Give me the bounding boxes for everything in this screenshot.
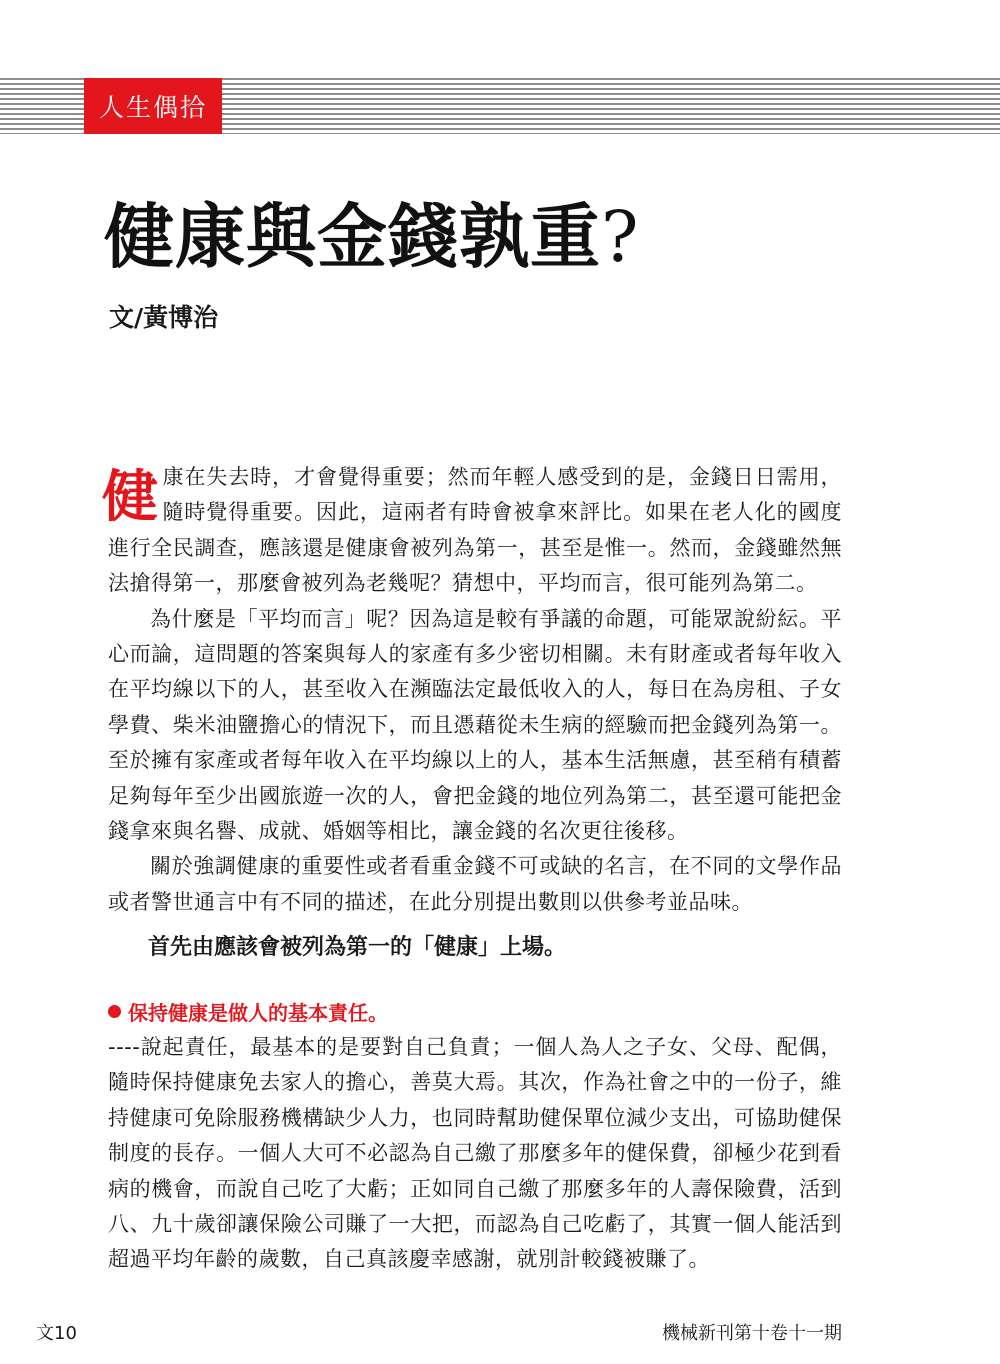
publication-name: 機械新刊第十卷十一期 — [662, 1323, 842, 1344]
dropcap: 健 — [102, 464, 159, 530]
paragraph-3: 關於強調健康的重要性或者看重金錢不可或缺的名言，在不同的文學作品或者警世通言中有不同的描述，在此分別提出數則以供參考並品味。 — [108, 854, 842, 914]
paragraph-1 — [102, 460, 842, 602]
quote-block — [108, 996, 842, 1278]
quote-heading-text: 保持健康是做人的基本責任。 — [128, 1000, 388, 1025]
section-subheading: 首先由應該會被列為第一的「健康」上場。 — [148, 935, 567, 960]
paragraph-1-text: 康在失去時，才會覺得重要；然而年輕人感受到的是，金錢日日需用，隨時覺得重要。因此，這兩者有時會被拿來評比。如果在老人化的國度進行全民調查，應該還是健康會被列為第一，甚至是惟一。然而，金錢雖然無法搶得第一，那麼會被列為老幾呢？猜想中，平均而言，很可能列為第二。 — [108, 465, 842, 596]
article-body — [102, 460, 842, 920]
bullet-icon — [108, 1005, 121, 1018]
quote-heading — [108, 996, 842, 1026]
section-tag — [84, 78, 222, 134]
section-tag-label: 人生偶拾 — [98, 93, 207, 122]
article-title — [104, 195, 640, 278]
paragraph-2: 為什麼是「平均而言」呢？因為這是較有爭議的命題，可能眾說紛紜。平心而論，這問題的答案與每人的家產有多少密切相關。未有財產或者每年收入在平均線以下的人，甚至收入在瀕臨法定最低收入的人，每日在為房租、子女學費、柴米油鹽擔心的情況下，而且憑藉從未生病的經驗而把金錢列為第一。至於擁有家產或者每年收入在平均線以上的人，基本生活無慮，甚至稍有積蓄足夠每年至少出國旅遊一次的人，會把金錢的地位列為第二，甚至還可能把金錢拿來與名譽、成就、婚姻等相比，讓金錢的名次更往後移。 — [108, 606, 842, 844]
byline: 文/黃博治 — [109, 303, 219, 332]
article-title-mark: ? — [601, 196, 640, 278]
page-number: 文10 — [36, 1323, 77, 1344]
article-title-text: 健康與金錢孰重 — [104, 195, 601, 278]
quote-body: ----說起責任，最基本的是要對自己負責；一個人為人之子女、父母、配偶，隨時保持健康免去家人的擔心，善莫大焉。其次，作為社會之中的一份子，維持健康可免除服務機構缺少人力，也同時幫助健保單位減少支出，可協助健保制度的長存。一個人大可不必認為自己繳了那麼多年的健保費，卻極少花到看病的機會，而說自己吃了大虧；正如同自己繳了那麼多年的人壽保險費，活到八、九十歲卻讓保險公司賺了一大把，而認為自己吃虧了，其實一個人能活到超過平均年齡的歲數，自己真該慶幸感謝，就別計較錢被賺了。 — [108, 1035, 842, 1272]
